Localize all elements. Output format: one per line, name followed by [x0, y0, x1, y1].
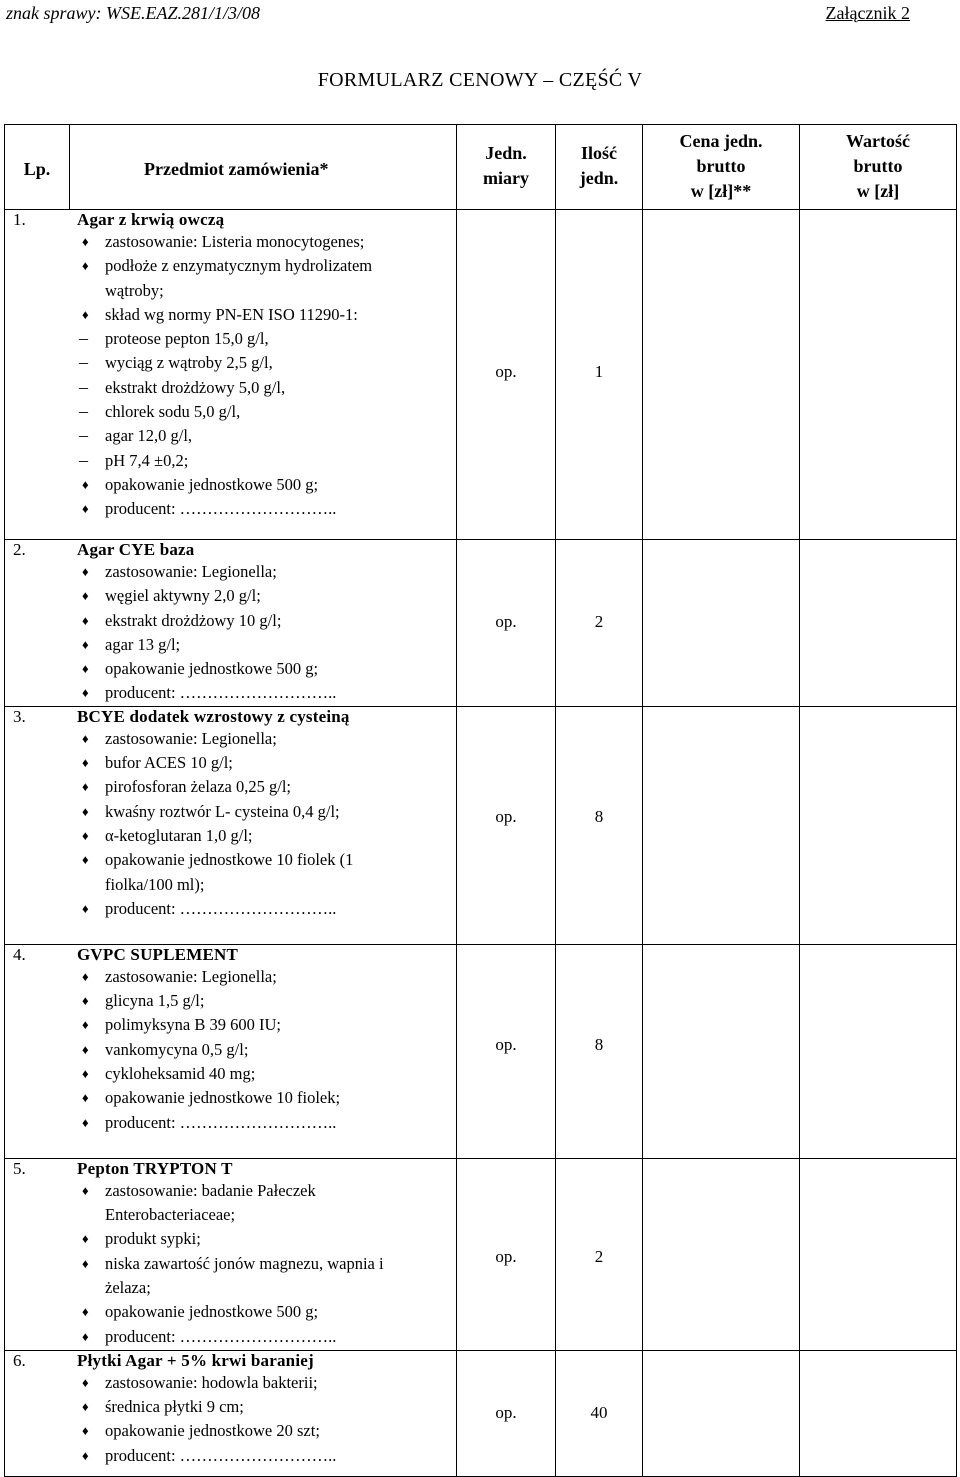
diamond-bullet-icon: ♦ — [82, 612, 89, 628]
diamond-bullet-icon: ♦ — [82, 1041, 89, 1057]
spec-text: glicyna 1,5 g/l; — [105, 991, 205, 1011]
qty-value: 40 — [590, 1402, 608, 1422]
unit-cell — [457, 1350, 556, 1476]
spec-text: producent: ……………………….. — [105, 683, 337, 703]
attachment-label: Załącznik 2 — [825, 3, 910, 23]
item-number: 3. — [13, 706, 26, 726]
spec-line — [5, 681, 456, 705]
spec-text: ekstrakt drożdżowy 10 g/l; — [105, 610, 282, 630]
spec-line — [5, 254, 456, 278]
diamond-bullet-icon: ♦ — [82, 306, 89, 322]
unit-price-input[interactable] — [643, 1350, 800, 1476]
spec-text: producent: ……………………….. — [105, 898, 337, 918]
diamond-bullet-icon: ♦ — [82, 636, 89, 652]
spec-text: ekstrakt drożdżowy 5,0 g/l, — [105, 377, 286, 397]
spec-list — [5, 560, 456, 706]
spec-text: α-ketoglutaran 1,0 g/l; — [105, 825, 253, 845]
diamond-bullet-icon: ♦ — [82, 1114, 89, 1130]
item-description-cell — [5, 944, 457, 1158]
spec-text: niska zawartość jonów magnezu, wapnia i — [105, 1253, 384, 1273]
qty-value: 2 — [594, 612, 604, 631]
unit-price-input[interactable] — [643, 706, 800, 944]
case-number: znak sprawy: WSE.EAZ.281/1/3/08 — [6, 3, 260, 23]
col-header-unit: Jedn. miary — [457, 125, 556, 210]
diamond-bullet-icon: ♦ — [82, 968, 89, 984]
diamond-bullet-icon: ♦ — [82, 1423, 89, 1439]
spec-text: opakowanie jednostkowe 10 fiolek (1 — [105, 850, 354, 870]
table-row — [5, 706, 957, 944]
diamond-bullet-icon: ♦ — [82, 1399, 89, 1415]
spec-line — [5, 1086, 456, 1110]
spec-text: wątroby; — [105, 280, 164, 300]
diamond-bullet-icon: ♦ — [82, 588, 89, 604]
diamond-bullet-icon: ♦ — [82, 1304, 89, 1320]
spec-line — [5, 473, 456, 497]
diamond-bullet-icon: ♦ — [82, 779, 89, 795]
spec-line — [5, 633, 456, 657]
item-title: Agar CYE baza — [77, 540, 195, 559]
spec-line — [5, 1300, 456, 1324]
item-number: 4. — [13, 944, 26, 964]
spec-line — [5, 400, 456, 424]
spec-line — [5, 497, 456, 521]
table-row — [5, 1350, 957, 1476]
dash-bullet-icon: – — [79, 401, 88, 422]
dash-bullet-icon: – — [79, 449, 88, 470]
diamond-bullet-icon: ♦ — [82, 564, 89, 579]
spec-line — [5, 609, 456, 633]
diamond-bullet-icon: ♦ — [82, 234, 89, 249]
spec-line — [5, 279, 456, 303]
table-row — [5, 944, 957, 1158]
gross-value-input[interactable] — [800, 1158, 957, 1350]
gross-value-input[interactable] — [800, 210, 957, 540]
diamond-bullet-icon: ♦ — [82, 476, 89, 492]
items-body — [5, 210, 957, 1477]
unit-value: op. — [495, 1034, 517, 1054]
item-number: 2. — [13, 540, 26, 559]
item-description-cell — [5, 540, 457, 707]
spec-line — [5, 1203, 456, 1227]
qty-cell — [556, 944, 643, 1158]
diamond-bullet-icon: ♦ — [82, 993, 89, 1009]
spec-line — [5, 424, 456, 448]
spec-text: polimyksyna B 39 600 IU; — [105, 1015, 281, 1035]
spec-line — [5, 824, 456, 848]
diamond-bullet-icon: ♦ — [82, 1090, 89, 1106]
unit-price-input[interactable] — [643, 1158, 800, 1350]
spec-text: producent: ……………………….. — [105, 499, 337, 519]
diamond-bullet-icon: ♦ — [82, 1017, 89, 1033]
spec-line — [5, 1038, 456, 1062]
spec-line — [5, 1013, 456, 1037]
qty-value: 1 — [594, 362, 604, 381]
spec-text: cykloheksamid 40 mg; — [105, 1063, 256, 1083]
item-number: 5. — [13, 1158, 26, 1178]
unit-cell — [457, 944, 556, 1158]
spec-list — [5, 1179, 456, 1349]
spec-line — [5, 1111, 456, 1135]
qty-cell — [556, 210, 643, 540]
spec-text: Enterobacteriaceae; — [105, 1205, 236, 1225]
spec-text: skład wg normy PN-EN ISO 11290-1: — [105, 304, 358, 324]
spec-line — [5, 1276, 456, 1300]
spec-text: bufor ACES 10 g/l; — [105, 753, 233, 773]
unit-value: op. — [495, 806, 517, 826]
spec-line — [5, 1419, 456, 1443]
spec-text: zastosowanie: hodowla bakterii; — [105, 1372, 318, 1392]
spec-line — [5, 560, 456, 584]
diamond-bullet-icon: ♦ — [82, 258, 89, 274]
spec-text: opakowanie jednostkowe 500 g; — [105, 1302, 319, 1322]
item-description-cell — [5, 706, 457, 944]
qty-cell — [556, 1350, 643, 1476]
col-header-lp: Lp. — [5, 125, 70, 210]
spec-text: producent: ……………………….. — [105, 1112, 337, 1132]
item-title: Płytki Agar + 5% krwi baraniej — [77, 1350, 314, 1370]
spec-line — [5, 727, 456, 751]
item-description-cell — [5, 1350, 457, 1476]
spec-text: producent: ……………………….. — [105, 1445, 337, 1465]
spec-line — [5, 1371, 456, 1395]
spec-text: vankomycyna 0,5 g/l; — [105, 1039, 249, 1059]
dash-bullet-icon: – — [79, 352, 88, 373]
spec-text: podłoże z enzymatycznym hydrolizatem — [105, 256, 373, 276]
qty-cell — [556, 540, 643, 707]
item-title: Agar z krwią owczą — [77, 210, 225, 229]
unit-price-input[interactable] — [643, 540, 800, 707]
spec-text: pirofosforan żelaza 0,25 g/l; — [105, 777, 292, 797]
gross-value-input[interactable] — [800, 540, 957, 707]
item-title: GVPC SUPLEMENT — [77, 944, 239, 964]
spec-list — [5, 230, 456, 522]
spec-text: agar 13 g/l; — [105, 634, 181, 654]
spec-line — [5, 449, 456, 473]
spec-line — [5, 327, 456, 351]
item-title: Pepton TRYPTON T — [77, 1158, 233, 1178]
diamond-bullet-icon: ♦ — [82, 1447, 89, 1463]
spec-text: fiolka/100 ml); — [105, 874, 205, 894]
spec-text: węgiel aktywny 2,0 g/l; — [105, 586, 261, 606]
spec-line — [5, 1179, 456, 1203]
spec-line — [5, 376, 456, 400]
dash-bullet-icon: – — [79, 376, 88, 397]
item-description-cell — [5, 210, 457, 540]
spec-text: opakowanie jednostkowe 10 fiolek; — [105, 1088, 341, 1108]
spec-list — [5, 965, 456, 1135]
spec-text: chlorek sodu 5,0 g/l, — [105, 402, 241, 422]
qty-cell — [556, 706, 643, 944]
unit-price-input[interactable] — [643, 944, 800, 1158]
spec-list — [5, 727, 456, 921]
diamond-bullet-icon: ♦ — [82, 730, 89, 746]
spec-text: opakowanie jednostkowe 500 g; — [105, 659, 319, 679]
spec-text: producent: ……………………….. — [105, 1326, 337, 1346]
qty-value: 2 — [594, 1246, 604, 1266]
spec-line — [5, 873, 456, 897]
spec-text: zastosowanie: badanie Pałeczek — [105, 1180, 316, 1200]
spec-text: wyciąg z wątroby 2,5 g/l, — [105, 353, 273, 373]
spec-line — [5, 1325, 456, 1349]
diamond-bullet-icon: ♦ — [82, 1255, 89, 1271]
qty-cell — [556, 1158, 643, 1350]
spec-text: produkt sypki; — [105, 1229, 201, 1249]
dash-bullet-icon: – — [79, 328, 88, 349]
spec-text: średnica płytki 9 cm; — [105, 1397, 244, 1417]
unit-value: op. — [495, 362, 517, 381]
item-number: 1. — [13, 210, 26, 229]
item-title: BCYE dodatek wzrostowy z cysteiną — [77, 706, 350, 726]
spec-line — [5, 775, 456, 799]
diamond-bullet-icon: ♦ — [82, 755, 89, 771]
spec-line — [5, 584, 456, 608]
col-header-item: Przedmiot zamówienia* — [70, 125, 457, 210]
unit-price-input[interactable] — [643, 210, 800, 540]
table-row — [5, 210, 957, 540]
diamond-bullet-icon: ♦ — [82, 501, 89, 517]
spec-text: proteose pepton 15,0 g/l, — [105, 329, 269, 349]
diamond-bullet-icon: ♦ — [82, 1374, 89, 1390]
spec-line — [5, 1062, 456, 1086]
spec-text: kwaśny roztwór L- cysteina 0,4 g/l; — [105, 801, 340, 821]
gross-value-input[interactable] — [800, 1350, 957, 1476]
col-header-price: Cena jedn. brutto w [zł]** — [643, 125, 800, 210]
unit-cell — [457, 540, 556, 707]
gross-value-input[interactable] — [800, 944, 957, 1158]
spec-text: agar 12,0 g/l, — [105, 426, 193, 446]
spec-text: pH 7,4 ±0,2; — [105, 450, 189, 470]
spec-line — [5, 848, 456, 872]
diamond-bullet-icon: ♦ — [82, 1065, 89, 1081]
spec-line — [5, 303, 456, 327]
unit-cell — [457, 706, 556, 944]
spec-line — [5, 1252, 456, 1276]
table-row — [5, 540, 957, 707]
item-description-cell — [5, 1158, 457, 1350]
spec-text: zastosowanie: Legionella; — [105, 966, 277, 986]
gross-value-input[interactable] — [800, 706, 957, 944]
spec-text: zastosowanie: Listeria monocytogenes; — [105, 232, 365, 251]
spec-line — [5, 989, 456, 1013]
diamond-bullet-icon: ♦ — [82, 900, 89, 916]
spec-line — [5, 897, 456, 921]
unit-value: op. — [495, 1246, 517, 1266]
spec-line — [5, 351, 456, 375]
spec-text: opakowanie jednostkowe 20 szt; — [105, 1421, 320, 1441]
table-header-row — [5, 125, 957, 210]
spec-line — [5, 1444, 456, 1468]
unit-cell — [457, 210, 556, 540]
qty-value: 8 — [594, 806, 604, 826]
diamond-bullet-icon: ♦ — [82, 827, 89, 843]
diamond-bullet-icon: ♦ — [82, 685, 89, 701]
item-number: 6. — [13, 1350, 26, 1370]
spec-line — [5, 965, 456, 989]
unit-cell — [457, 1158, 556, 1350]
diamond-bullet-icon: ♦ — [82, 1231, 89, 1247]
spec-text: opakowanie jednostkowe 500 g; — [105, 474, 319, 494]
diamond-bullet-icon: ♦ — [82, 661, 89, 677]
spec-line — [5, 657, 456, 681]
unit-value: op. — [495, 612, 517, 631]
form-title: FORMULARZ CENOWY – CZĘŚĆ V — [317, 69, 643, 91]
spec-text: żelaza; — [105, 1277, 151, 1297]
col-header-qty: Ilość jedn. — [556, 125, 643, 210]
qty-value: 8 — [594, 1034, 604, 1054]
spec-list — [5, 1371, 456, 1468]
diamond-bullet-icon: ♦ — [82, 1328, 89, 1344]
diamond-bullet-icon: ♦ — [82, 1182, 89, 1198]
unit-value: op. — [495, 1402, 517, 1422]
spec-text: zastosowanie: Legionella; — [105, 562, 277, 581]
price-form-table — [4, 124, 957, 1477]
spec-line — [5, 230, 456, 254]
dash-bullet-icon: – — [79, 425, 88, 446]
spec-line — [5, 751, 456, 775]
table-row — [5, 1158, 957, 1350]
spec-line — [5, 1227, 456, 1251]
diamond-bullet-icon: ♦ — [82, 803, 89, 819]
col-header-value: Wartość brutto w [zł] — [800, 125, 957, 210]
spec-line — [5, 1395, 456, 1419]
spec-line — [5, 800, 456, 824]
diamond-bullet-icon: ♦ — [82, 852, 89, 868]
spec-text: zastosowanie: Legionella; — [105, 728, 277, 748]
